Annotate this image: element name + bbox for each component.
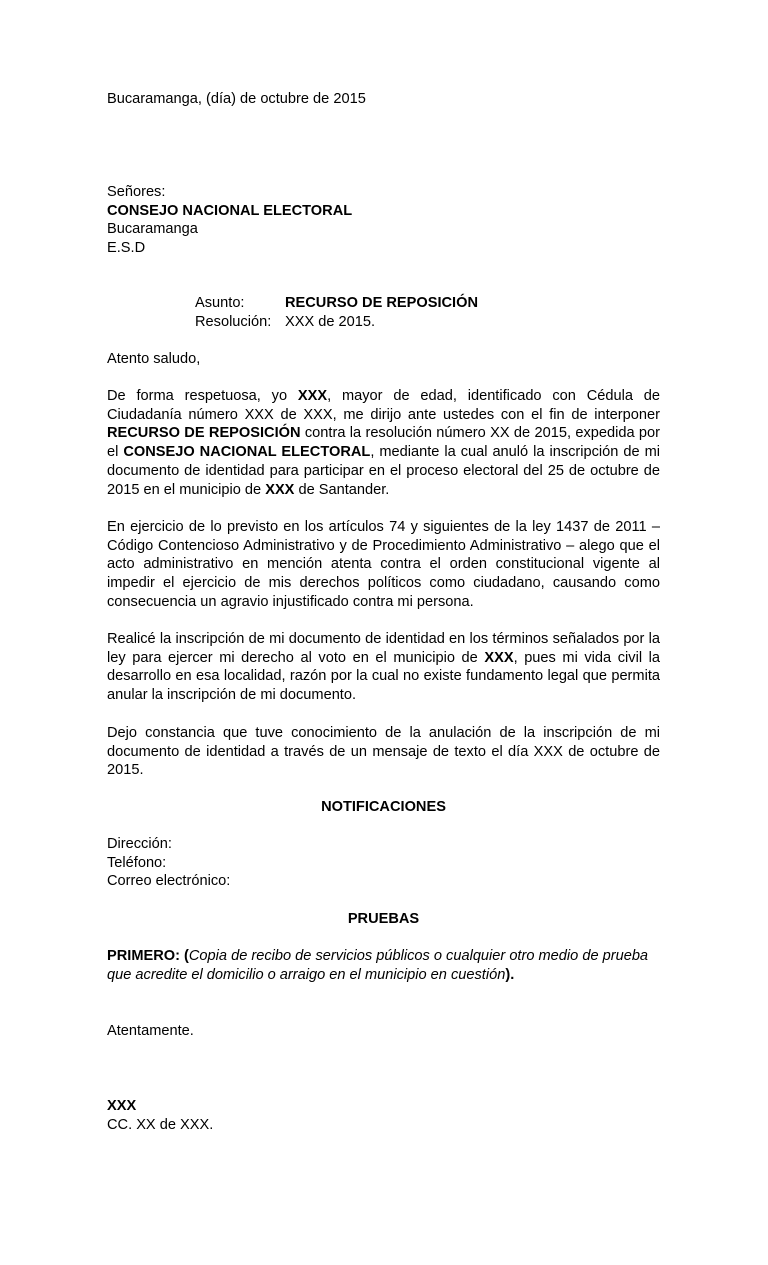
notificaciones-heading: NOTIFICACIONES [321,799,446,815]
paragraph-2: En ejercicio de lo previsto en los artículos 74 y siguientes de la ley 1437 de 2011 – Código Contencioso Administrativo y de Procedimiento Administrativo – alego que el acto administrativo en mención atenta contra el orden constitucional vigente al impedir el ejercicio de mis derechos políticos como ciudadano, causando como consecuencia un agravio injustificado contra mi persona. [107,519,660,610]
telefono-label: Teléfono: [107,854,167,871]
subject-asunto [195,294,655,313]
recipient-esd: E.S.D [107,240,146,257]
notificaciones-list [107,835,660,891]
paragraph-1: De forma respetuosa, yo XXX, mayor de edad, identificado con Cédula de Ciudadanía número XXX de XXX, me dirijo ante ustedes con el fin de interponer RECURSO DE REPOSICIÓN contra la resolución número XX de 2015, expedida por el CONSEJO NACIONAL ELECTORAL, mediante la cual anuló la inscripción de mi documento de identidad para participar en el proceso electoral del 25 de octubre de 2015 en el municipio de XXX de Santander. [107,388,661,498]
pruebas-primero: PRIMERO: (Copia de recibo de servicios públicos o cualquier otro medio de prueba que acredite el domicilio o arraigo en el municipio en cuestión). [107,948,649,983]
paragraph-4: Dejo constancia que tuve conocimiento de la anulación de la inscripción de mi documento de identidad a través de un mensaje de texto el día XXX de octubre de 2015. [107,725,660,779]
place-date: Bucaramanga, (día) de octubre de 2015 [107,91,366,107]
correo-label: Correo electrónico: [107,873,231,890]
recipient-block [107,183,660,258]
recipient-city: Bucaramanga [107,221,198,238]
subject-block [195,294,655,331]
signature-block [107,1097,660,1134]
asunto-value: RECURSO DE REPOSICIÓN [285,295,478,311]
recipient-org: CONSEJO NACIONAL ELECTORAL [107,202,353,219]
signature-name: XXX [107,1098,137,1114]
paragraph-3: Realicé la inscripción de mi documento de identidad en los términos señalados por la ley para ejercer mi derecho al voto en el municipio de XXX, pues mi vida civil la desarrollo en esa localidad, razón por la cual no existe fundamento legal que permita anular la inscripción de mi documento. [107,631,660,704]
resolucion-value: XXX de 2015. [285,313,376,330]
recipient-greeting: Señores: [107,184,166,200]
asunto-label: Asunto: [195,295,245,311]
pruebas-heading: PRUEBAS [347,911,420,927]
direccion-label: Dirección: [107,836,172,852]
salutation: Atento saludo, [107,351,201,367]
subject-resolucion [195,313,655,332]
closing: Atentamente. [107,1023,194,1039]
signature-id: CC. XX de XXX. [107,1116,214,1133]
resolucion-label: Resolución: [195,313,272,330]
